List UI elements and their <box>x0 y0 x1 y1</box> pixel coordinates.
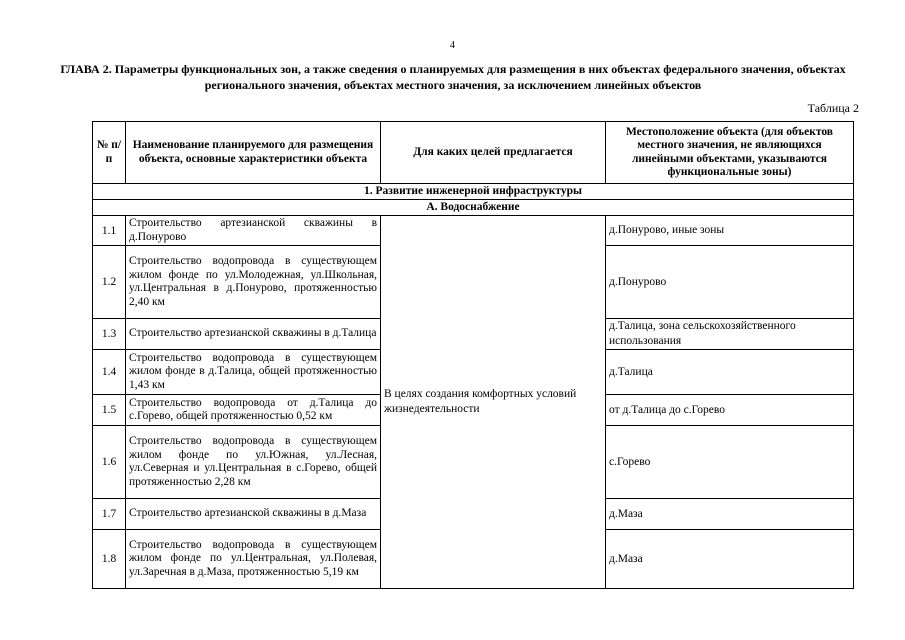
table-row <box>93 216 854 246</box>
row-name: Строительство артезианской скважины в д.Понурово <box>126 216 381 246</box>
row-location: д.Талица, зона сельскохозяйственного использования <box>606 319 854 350</box>
subsection-row: А. Водоснабжение <box>93 200 854 216</box>
row-number: 1.7 <box>93 499 126 530</box>
row-number: 1.5 <box>93 395 126 426</box>
chapter-title: ГЛАВА 2. Параметры функциональных зон, а также сведения о планируемых для размещения в них объектах федерального значения, объектах регионального значения, объектах местного значения, за исключением линейных объектов <box>60 62 846 92</box>
row-location: от д.Талица до с.Горево <box>606 395 854 426</box>
section-row: 1. Развитие инженерной инфраструктуры <box>93 184 854 200</box>
page-number: 4 <box>450 40 455 51</box>
row-name: Строительство водопровода от д.Талица до с.Горево, общей протяженностью 0,52 км <box>126 395 381 426</box>
row-number: 1.2 <box>93 246 126 319</box>
row-name: Строительство водопровода в существующем жилом фонде по ул.Молодежная, ул.Школьная, ул.Центральная в д.Понурово, протяженностью 2,40 км <box>126 246 381 319</box>
row-name: Строительство водопровода в существующем жилом фонде по ул.Южная, ул.Лесная, ул.Северная и ул.Центральная в с.Горево, общей протяженностью 2,28 км <box>126 426 381 499</box>
row-name: Строительство водопровода в существующем жилом фонде в д.Талица, общей протяженностью 1,43 км <box>126 350 381 395</box>
purpose-cell: В целях создания комфортных условий жизнедеятельности <box>381 216 606 589</box>
row-name: Строительство артезианской скважины в д.Талица <box>126 319 381 350</box>
row-location: д.Понурово <box>606 246 854 319</box>
header-location: Местоположение объекта (для объектов местного значения, не являющихся линейными объектами, указываются функциональные зоны) <box>606 122 854 184</box>
header-purpose: Для каких целей предлагается <box>381 122 606 184</box>
row-name: Строительство артезианской скважины в д.Маза <box>126 499 381 530</box>
row-location: д.Понурово, иные зоны <box>606 216 854 246</box>
row-number: 1.3 <box>93 319 126 350</box>
header-name: Наименование планируемого для размещения объекта, основные характеристики объекта <box>126 122 381 184</box>
row-number: 1.8 <box>93 530 126 589</box>
row-number: 1.4 <box>93 350 126 395</box>
objects-table <box>92 121 854 589</box>
table-label: Таблица 2 <box>807 101 859 115</box>
row-location: д.Маза <box>606 530 854 589</box>
row-number: 1.1 <box>93 216 126 246</box>
header-num: № п/п <box>93 122 126 184</box>
row-location: д.Маза <box>606 499 854 530</box>
row-name: Строительство водопровода в существующем жилом фонде по ул.Центральная, ул.Полевая, ул.Заречная в д.Маза, протяженностью 5,19 км <box>126 530 381 589</box>
row-location: с.Горево <box>606 426 854 499</box>
row-number: 1.6 <box>93 426 126 499</box>
row-location: д.Талица <box>606 350 854 395</box>
